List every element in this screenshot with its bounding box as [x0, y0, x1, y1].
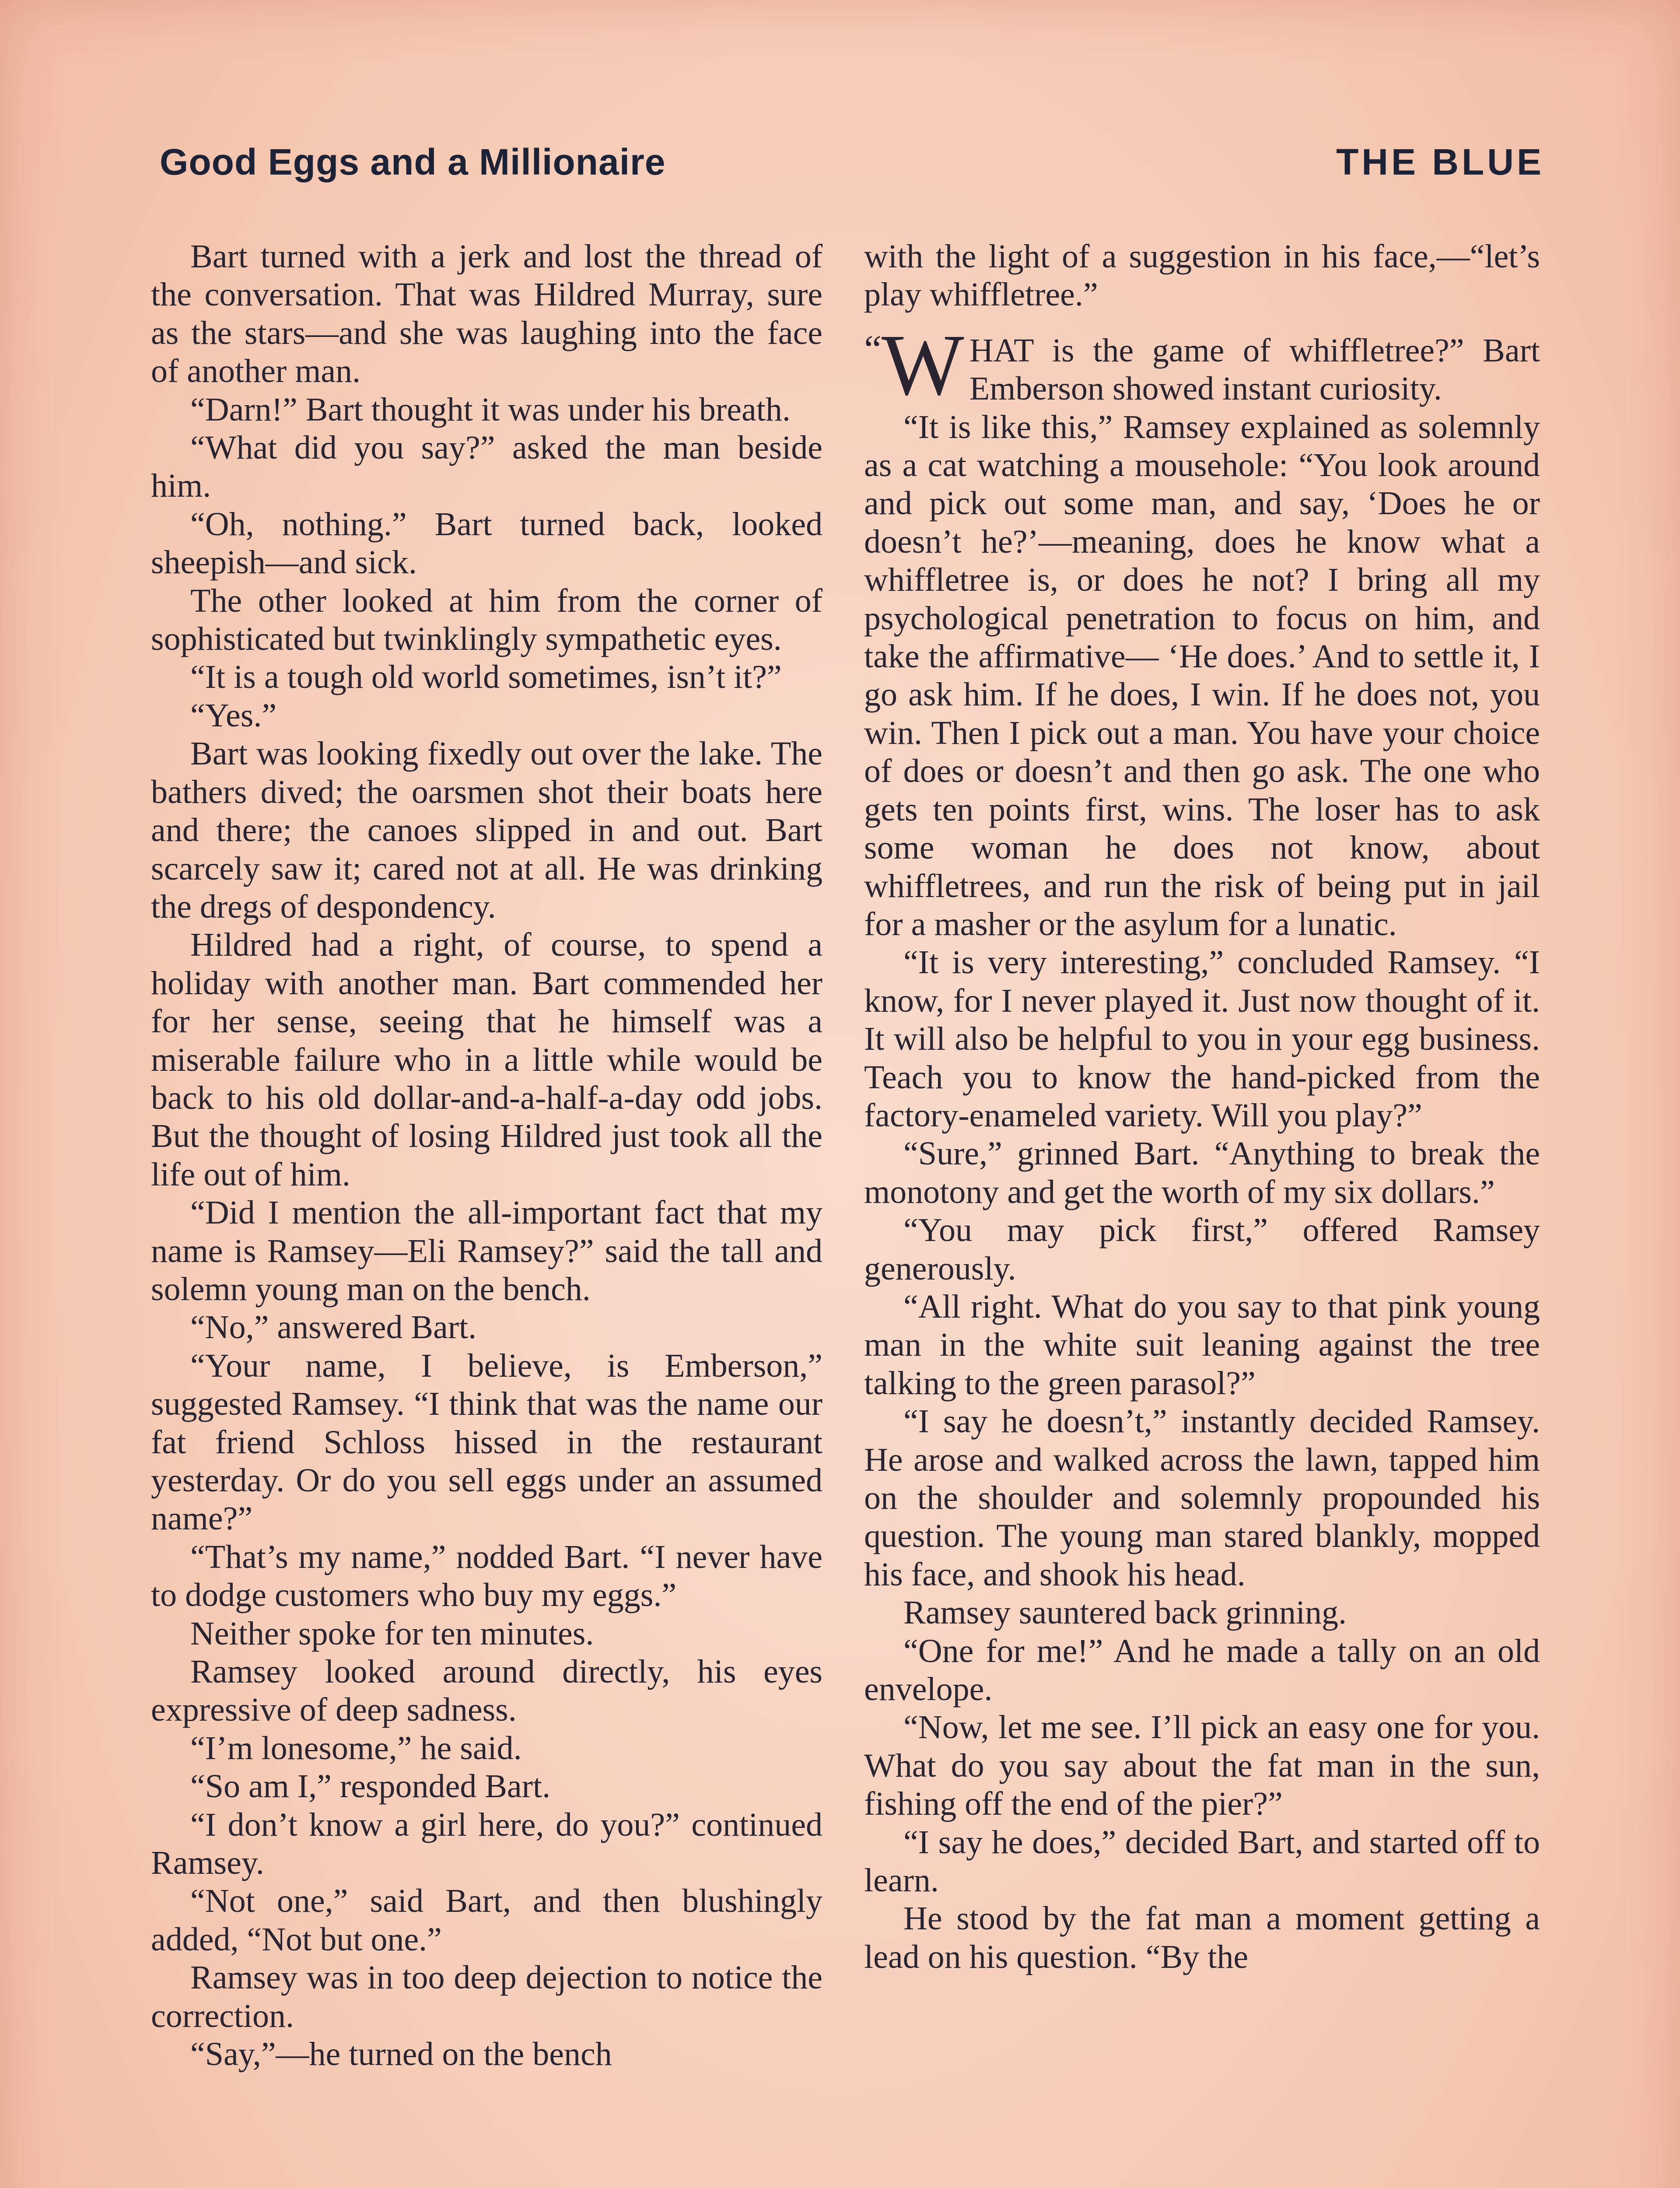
- paragraph: Bart was looking fixedly out over the lake. The bathers dived; the oarsmen shot their boats here and there; the canoes slipped in and out. Bart scarcely saw it; cared not at all. He was drinking the dregs of despondency.: [151, 735, 822, 925]
- paragraph: “Sure,” grinned Bart. “Anything to break the monotony and get the worth of my six dollars.”: [864, 1135, 1540, 1210]
- paragraph: The other looked at him from the corner of sophisticated but twinklingly sympathetic eyes.: [151, 582, 822, 658]
- paragraph: “Darn!” Bart thought it was under his breath.: [190, 391, 791, 428]
- paragraph: “It is like this,” Ramsey explained as solemnly as a cat watching a mousehole: “You look around and pick out some man, and say, ‘Does he or doesn’t he?’—meaning, does he know what a whiffletree is, or does he not? I bring all my psychological penetration to focus on him, and take the affirmative— ‘He does.’ And to settle it, I go ask him. If he does, I win. If he does not, you win. Then I pick out a man. You have your choice of does or doesn’t and then go ask. The one who gets ten points first, wins. The loser has to ask some woman he does not know, about whiffletrees, and run the risk of being put in jail for a masher or the asylum for a lunatic.: [864, 408, 1540, 943]
- paragraph: “I don’t know a girl here, do you?” continued Ramsey.: [151, 1806, 822, 1882]
- paragraph: “So am I,” responded Bart.: [190, 1768, 551, 1805]
- paragraph: “I say he doesn’t,” instantly decided Ramsey. He arose and walked across the lawn, tapped him on the shoulder and solemnly propounded his question. The young man stared blankly, mopped his face, and shook his head.: [864, 1403, 1540, 1593]
- paragraph: “Now, let me see. I’ll pick an easy one for you. What do you say about the fat man in the sun, fishing off the end of the pier?”: [864, 1709, 1540, 1823]
- drop-cap-letter: W: [881, 316, 964, 414]
- paragraph: “Your name, I believe, is Emberson,” suggested Ramsey. “I think that was the name our fat friend Schloss hissed in the restaurant yesterday. Or do you sell eggs under an assumed name?”: [151, 1347, 822, 1537]
- paragraph: Ramsey was in too deep dejection to notice the correction.: [151, 1959, 822, 2034]
- paragraph: “That’s my name,” nodded Bart. “I never have to dodge customers who buy my eggs.”: [151, 1538, 822, 1614]
- right-text-column: [864, 238, 1540, 1976]
- paragraph: “All right. What do you say to that pink young man in the white suit leaning against the tree talking to the green parasol?”: [864, 1288, 1540, 1402]
- paragraph: “One for me!” And he made a tally on an old envelope.: [864, 1632, 1540, 1708]
- paragraph: “Did I mention the all-important fact that my name is Ramsey—Eli Ramsey?” said the tall and solemn young man on the bench.: [151, 1194, 822, 1308]
- paragraph: Ramsey sauntered back grinning.: [903, 1594, 1347, 1631]
- paragraph: “It is very interesting,” concluded Ramsey. “I know, for I never played it. Just now thought of it. It will also be helpful to you in your egg business. Teach you to know the hand-picked from the factory-enameled variety. Will you play?”: [864, 944, 1540, 1134]
- paragraph: “Say,”—he turned on the bench: [190, 2036, 612, 2073]
- paragraph: Hildred had a right, of course, to spend a holiday with another man. Bart commended her for her sense, seeing that he himself was a miserable failure who in a little while would be back to his old dollar-and-a-half-a-day odd jobs. But the thought of losing Hildred just took all the life out of him.: [151, 926, 822, 1193]
- left-text-column: [151, 238, 822, 2074]
- paragraph: Bart turned with a jerk and lost the thread of the conversation. That was Hildred Murray, sure as the stars—and she was laughing into the face of another man.: [151, 238, 822, 390]
- paragraph: Neither spoke for ten minutes.: [190, 1615, 594, 1652]
- paragraph: He stood by the fat man a moment getting a lead on his question. “By the: [864, 1900, 1540, 1975]
- paragraph: “Not one,” said Bart, and then blushingly added, “Not but one.”: [151, 1883, 822, 1958]
- paragraph: “Yes.”: [190, 697, 277, 734]
- story-title: Good Eggs and a Millionaire: [160, 141, 666, 182]
- paragraph: Ramsey looked around directly, his eyes expressive of deep sadness.: [151, 1653, 822, 1729]
- paragraph: “It is a tough old world sometimes, isn’t it?”: [190, 659, 782, 696]
- paragraph: HAT is the game of whiffletree?” Bart Emberson showed instant curiosity.: [969, 332, 1540, 407]
- paragraph-continuation: with the light of a suggestion in his face,—“let’s play whiffletree.”: [864, 238, 1540, 313]
- drop-cap-quote: “: [864, 327, 882, 371]
- section-opening: [864, 316, 1540, 414]
- paragraph: “What did you say?” asked the man beside him.: [151, 429, 822, 505]
- paragraph: “Oh, nothing.” Bart turned back, looked sheepish—and sick.: [151, 505, 822, 581]
- paragraph: “No,” answered Bart.: [190, 1309, 477, 1346]
- paragraph: “You may pick first,” offered Ramsey generously.: [864, 1212, 1540, 1287]
- paragraph: “I’m lonesome,” he said.: [190, 1729, 522, 1767]
- magazine-name: THE BLUE: [1336, 141, 1544, 182]
- paragraph: “I say he does,” decided Bart, and started off to learn.: [864, 1823, 1540, 1899]
